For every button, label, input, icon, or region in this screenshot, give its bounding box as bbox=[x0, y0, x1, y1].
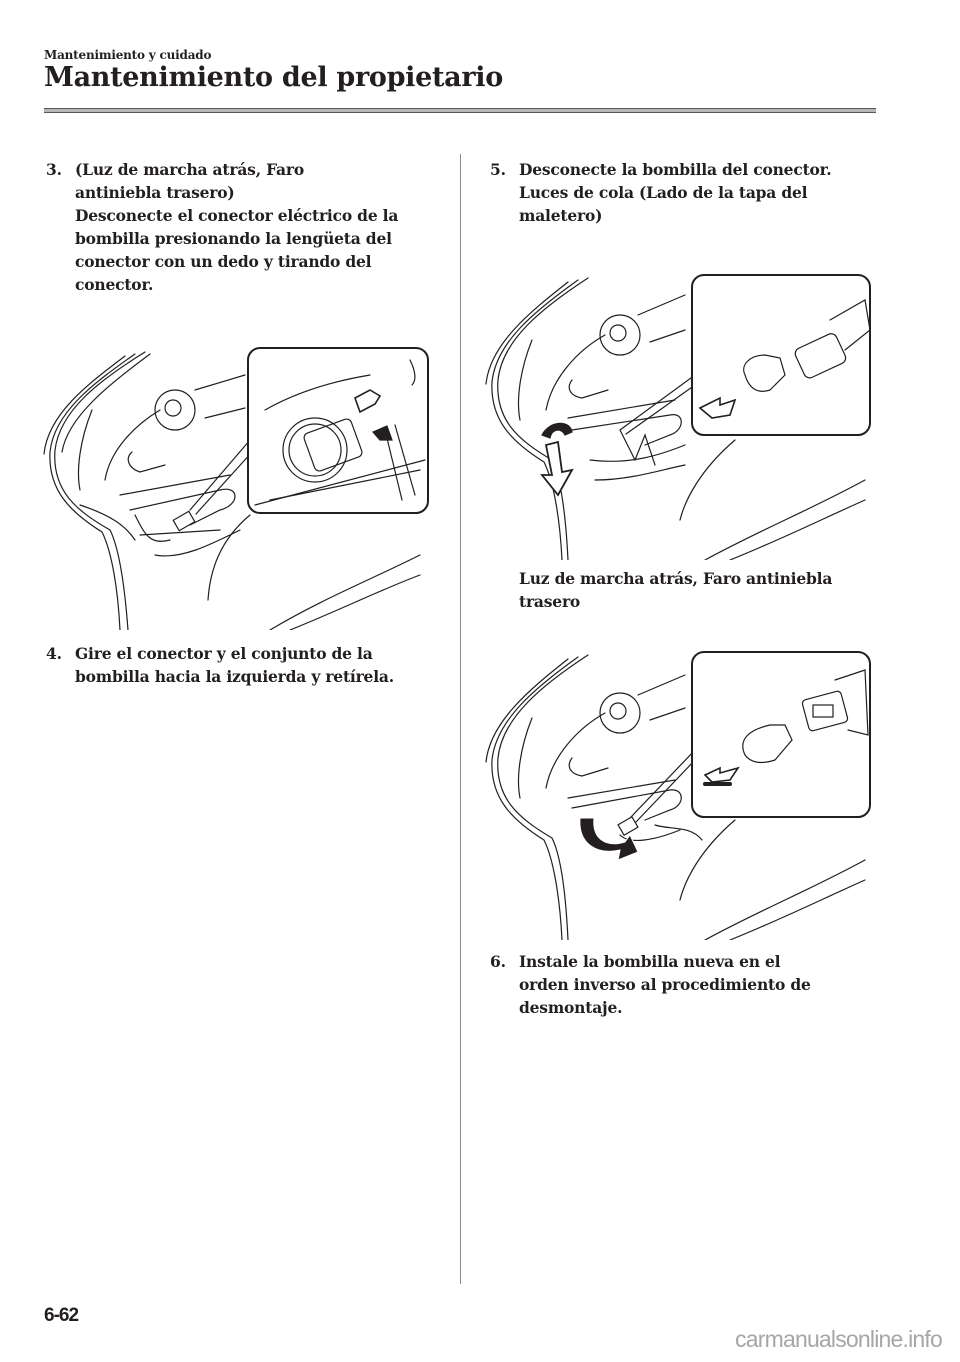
step-6 bbox=[490, 950, 890, 1019]
step-line: Gire el conector y el conjunto de la bbox=[75, 644, 373, 663]
caption-line: trasero bbox=[519, 592, 581, 611]
step-number: 3. bbox=[46, 160, 62, 179]
step-3 bbox=[46, 158, 446, 296]
section-label: Mantenimiento y cuidado bbox=[44, 48, 212, 62]
step-number: 6. bbox=[490, 952, 506, 971]
page-number: 6-62 bbox=[44, 1305, 79, 1326]
step-line: antiniebla trasero) bbox=[75, 183, 235, 202]
figure-connector-disconnect bbox=[40, 340, 440, 630]
step-line: bombilla hacia la izquierda y retírela. bbox=[75, 667, 394, 686]
step-line: Desconecte el conector eléctrico de la bbox=[75, 206, 399, 225]
step-line: maletero) bbox=[519, 206, 603, 225]
figure-tail-light-bulb bbox=[480, 270, 880, 560]
step-number: 4. bbox=[46, 644, 62, 663]
step-number: 5. bbox=[490, 160, 506, 179]
figure-caption bbox=[519, 567, 889, 613]
figure-reverse-fog-bulb bbox=[480, 640, 880, 940]
step-line: Desconecte la bombilla del conector. bbox=[519, 160, 832, 179]
step-line: orden inverso al procedimiento de bbox=[519, 975, 811, 994]
watermark-link[interactable]: carmanualsonline.info bbox=[735, 1326, 942, 1352]
page-title: Mantenimiento del propietario bbox=[44, 62, 503, 93]
header-rule bbox=[44, 108, 876, 113]
column-divider bbox=[460, 154, 461, 1284]
step-line: Luces de cola (Lado de la tapa del bbox=[519, 183, 808, 202]
caption-line: Luz de marcha atrás, Faro antiniebla bbox=[519, 569, 833, 588]
step-line: desmontaje. bbox=[519, 998, 623, 1017]
step-line: bombilla presionando la lengüeta del bbox=[75, 229, 392, 248]
step-line: conector con un dedo y tirando del bbox=[75, 252, 372, 271]
step-line: (Luz de marcha atrás, Faro bbox=[75, 160, 304, 179]
step-line: conector. bbox=[75, 275, 154, 294]
step-line: Instale la bombilla nueva en el bbox=[519, 952, 781, 971]
step-4 bbox=[46, 642, 446, 688]
step-5 bbox=[490, 158, 890, 227]
